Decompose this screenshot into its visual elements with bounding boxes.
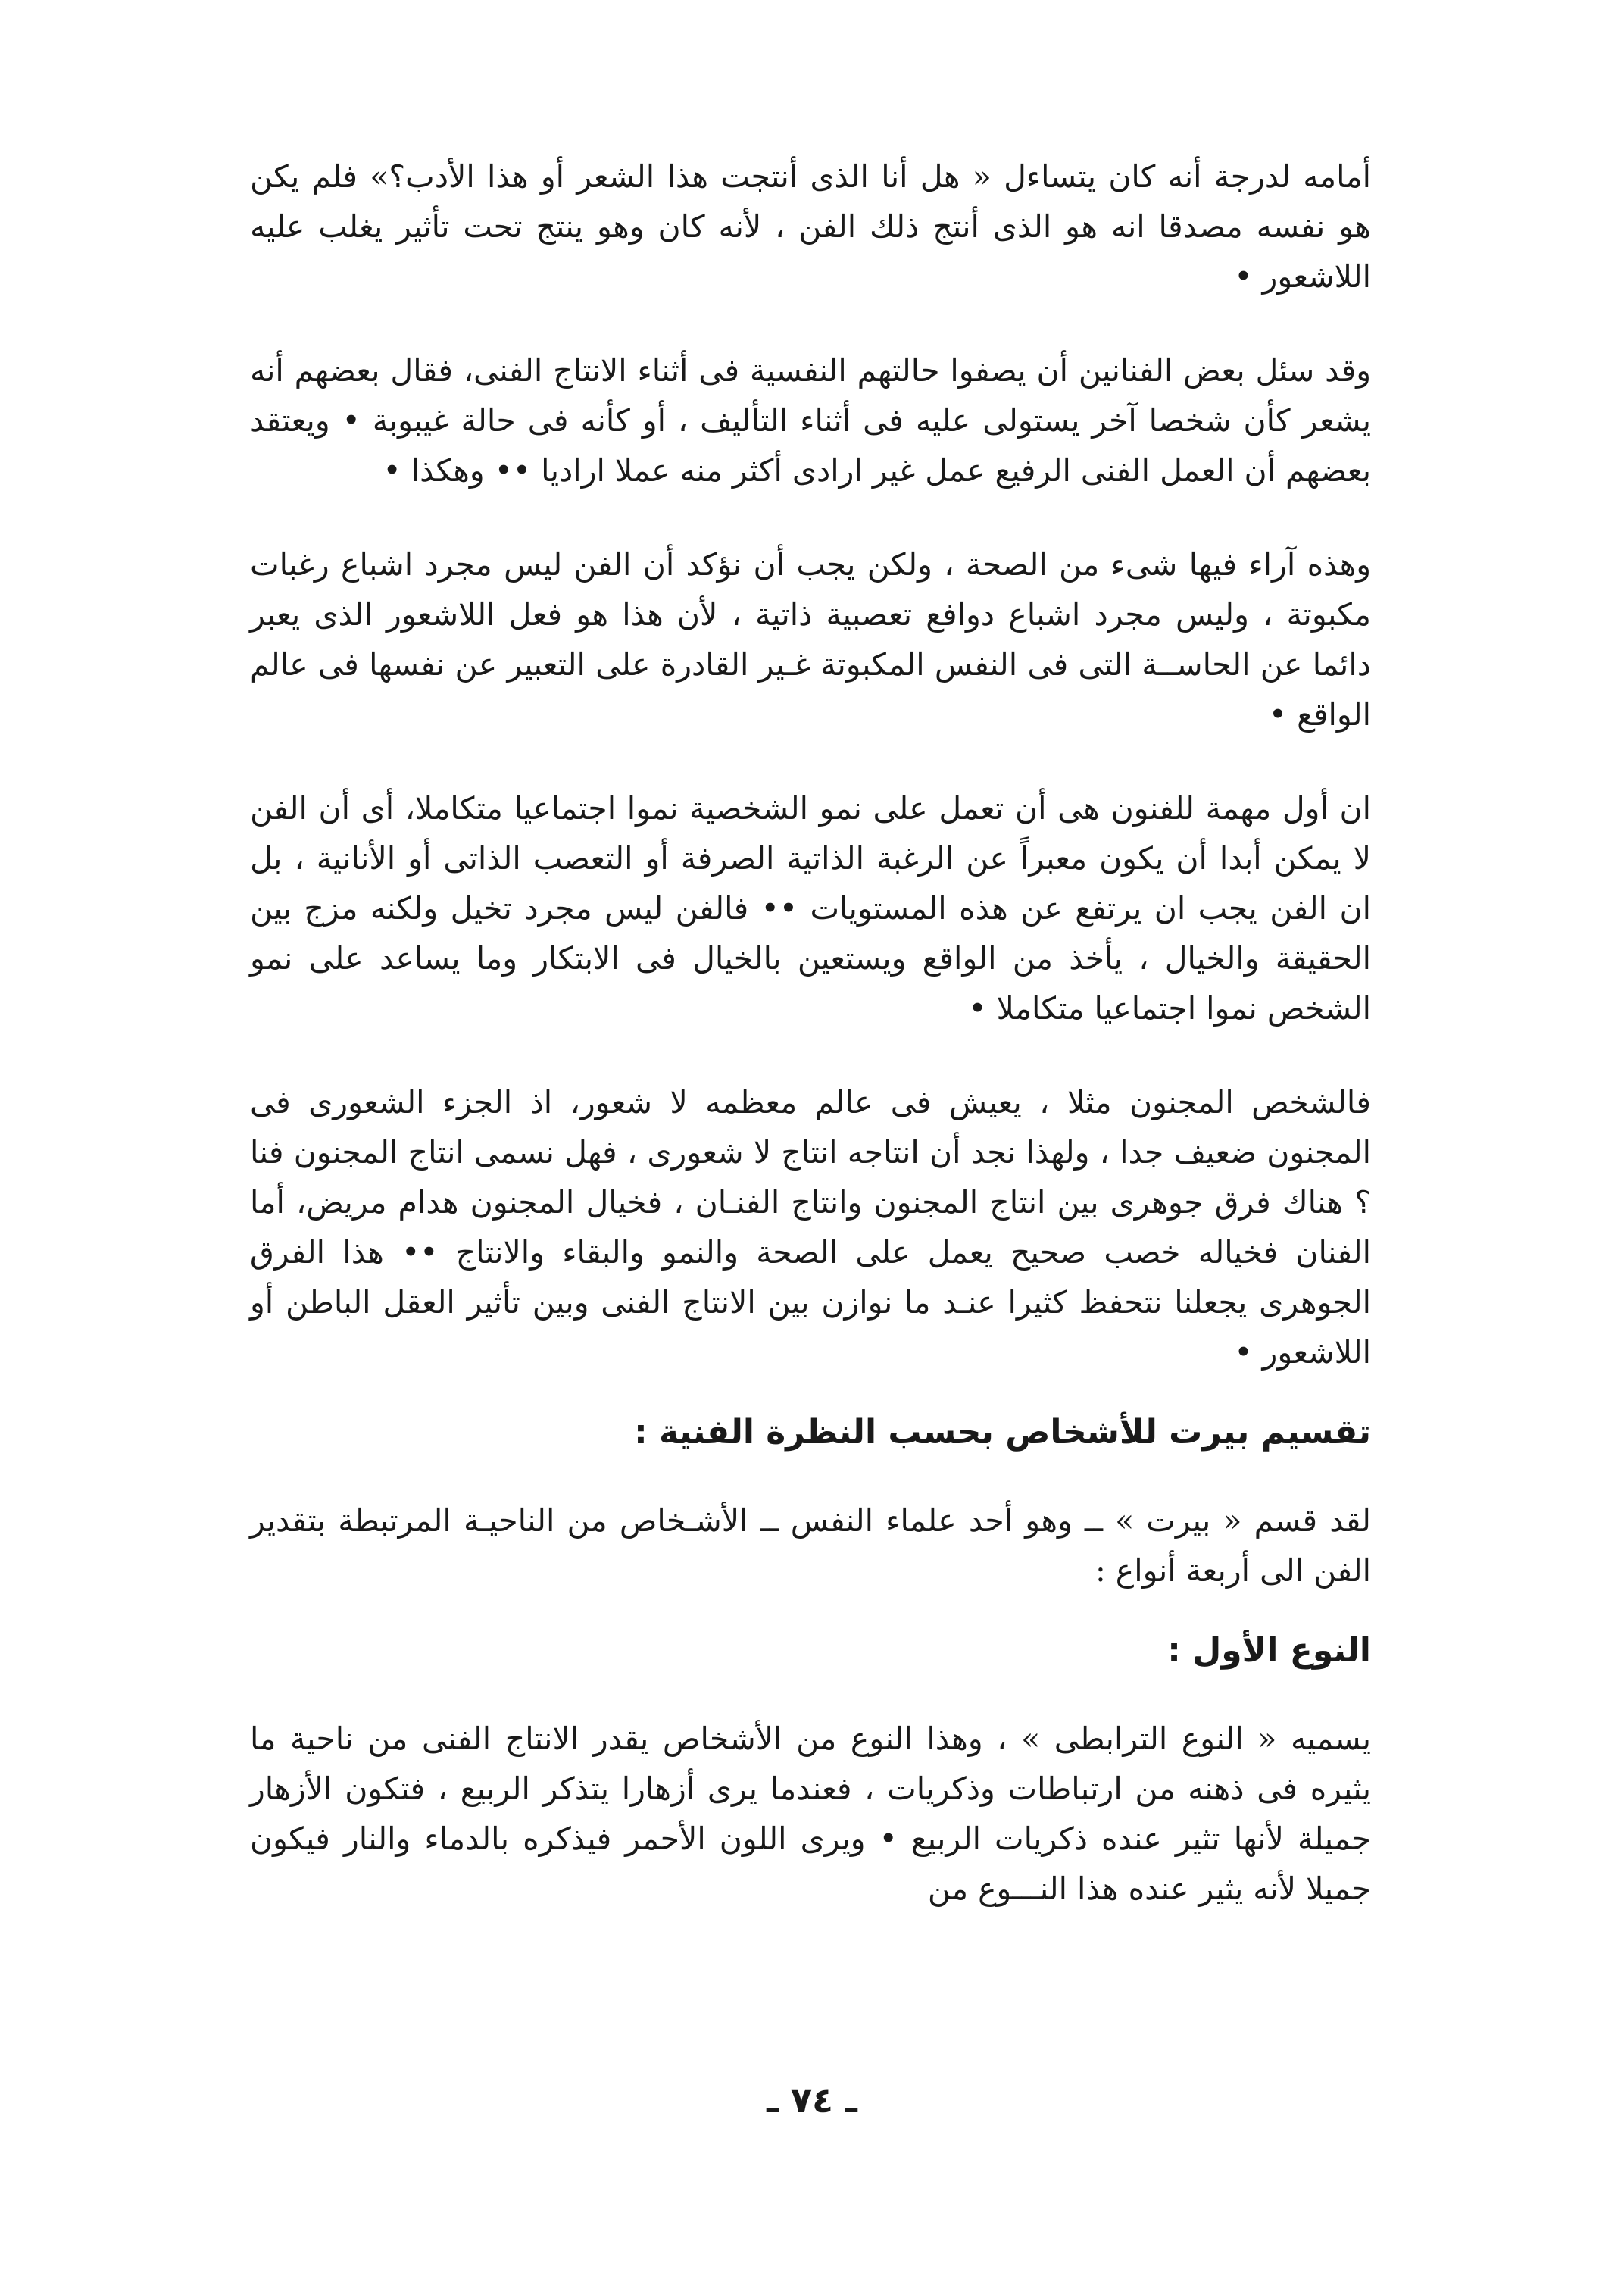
paragraph-2: وقد سئل بعض الفنانين أن يصفوا حالتهم النفسية فى أثناء الانتاج الفنى، فقال بعضهم أنه يشعر كأن شخصا آخر يستولى عليه فى أثناء التأليف ، أو كأنه فى حالة غيبوبة • ويعتقد بعضهم أن العمل الفنى الرفيع عمل غير ارادى أكثر منه عملا اراديا •• وهكذا • [250,352,1371,489]
paragraph-3: وهذه آراء فيها شىء من الصحة ، ولكن يجب أن نؤكد أن الفن ليس مجرد اشباع رغبات مكبوتة ، وليس مجرد اشباع دوافع تعصبية ذاتية ، لأن هذا هو فعل اللاشعور الذى يعبر دائما عن الحاســة التى فى النفس المكبوتة غـير القادرة على التعبير عن نفسها فى عالم الواقع • [250,546,1371,733]
paragraph-4: ان أول مهمة للفنون هى أن تعمل على نمو الشخصية نموا اجتماعيا متكاملا، أى أن الفن لا يمكن أبدا أن يكون معبراً عن الرغبة الذاتية الصرفة أو التعصب الذاتى أو الأنانية ، بل ان الفن يجب ان يرتفع عن هذه المستويات •• فالفن ليس مجرد تخيل ولكنه مزج بين الحقيقة والخيال ، يأخذ من الواقع ويستعين بالخيال فى الابتكار وما يساعد على نمو الشخص نموا اجتماعيا متكاملا • [250,790,1371,1027]
paragraph-7: يسميه « النوع الترابطى » ، وهذا النوع من الأشخاص يقدر الانتاج الفنى من ناحية ما يثيره فى ذهنه من ارتباطات وذكريات ، فعندما يرى أزهارا يتذكر الربيع ، فتكون الأزهار جميلة لأنها تثير عنده ذكريات الربيع • ويرى اللون الأحمر فيذكره بالدماء والنار فيكون جميلا لأنه يثير عنده هذا النـــوع من [250,1721,1371,1907]
section-heading: تقسيم بيرت للأشخاص بحسب النظرة الفنية : [634,1413,1371,1452]
paragraph-6: لقد قسم « بيرت » ــ وهو أحد علماء النفس ــ الأشـخاص من الناحيـة المرتبطة بتقدير الفن الى أربعة أنواع : [250,1502,1371,1589]
paragraph-5: فالشخص المجنون مثلا ، يعيش فى عالم معظمه لا شعور، اذ الجزء الشعورى فى المجنون ضعيف جدا ، ولهذا نجد أن انتاجه انتاج لا شعورى ، فهل نسمى انتاج المجنون فنا ؟ هناك فرق جوهرى بين انتاج المجنون وانتاج الفنـان ، فخيال المجنون هدام مريض، أما الفنان فخياله خصب صحيح يعمل على الصحة والنمو والبقاء والانتاج •• هذا الفرق الجوهرى يجعلنا نتحفظ كثيرا عنـد ما نوازن بين الانتاج الفنى وبين تأثير العقل الباطن أو اللاشعور • [250,1084,1371,1371]
page-number: ـ ٧٤ ـ [767,2080,857,2121]
subsection-heading: النوع الأول : [1167,1631,1371,1670]
paragraph-1: أمامه لدرجة أنه كان يتساءل « هل أنا الذى أنتجت هذا الشعر أو هذا الأدب؟» فلم يكن هو نفسه مصدقا انه هو الذى أنتج ذلك الفن ، لأنه كان وهو ينتج تحت تأثير يغلب عليه اللاشعور • [250,158,1371,295]
page-body [250,152,1371,2152]
